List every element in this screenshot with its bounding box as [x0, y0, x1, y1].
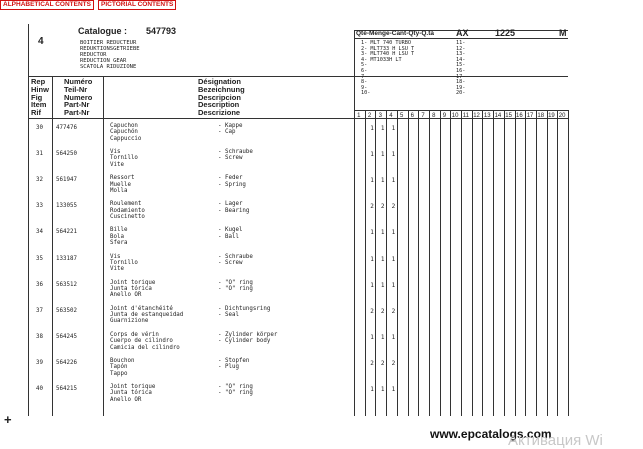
description-line: Cuerpo de cilindro: [110, 338, 173, 345]
qty-col-2: 2: [367, 113, 372, 119]
description-line: Tornillo: [110, 259, 138, 266]
part-number: 477476: [56, 125, 77, 131]
qty-col-7: 7: [421, 113, 425, 119]
qty-col-line: [482, 110, 483, 416]
qty-col-line: [365, 110, 366, 416]
qty-value: 1: [370, 386, 374, 393]
description-line: Tornillo: [110, 155, 138, 162]
qty-value: 1: [380, 281, 385, 289]
qty-value: 2: [391, 203, 396, 211]
part-number: 564215: [56, 386, 77, 392]
description-line: Junta tórica: [110, 390, 152, 397]
qty-value: 2: [391, 307, 396, 315]
qty-col-line: [440, 110, 441, 416]
description-line: Joint torique: [110, 279, 156, 286]
qty-col-line: [472, 110, 473, 416]
description-line: Tappo: [110, 370, 128, 377]
qty-value: 1: [380, 229, 385, 237]
description-line: Bille: [110, 227, 128, 234]
rep-number: 40: [36, 386, 43, 392]
description-line: Ressort: [110, 175, 135, 182]
rep-number: 31: [36, 151, 43, 158]
description-alt-line: - Plug: [218, 364, 239, 371]
description-line: Cuscinetto: [110, 214, 145, 221]
qty-col-3: 3: [378, 113, 382, 119]
description-line: Muelle: [110, 181, 131, 188]
qty-col-line: [418, 110, 419, 416]
description-alt-line: - Bearing: [218, 207, 250, 214]
qty-col-18: 18: [537, 113, 545, 119]
rep-number: 34: [36, 229, 43, 236]
activation-watermark: Активация Wi: [508, 432, 603, 449]
description-line: Corps de vérin: [110, 331, 159, 338]
qty-value: 1: [380, 177, 385, 185]
qty-col-line: [429, 110, 430, 416]
catalogue-page: [28, 24, 568, 416]
rep-number: 37: [36, 307, 43, 314]
qty-col-line: [568, 110, 569, 416]
qty-value: 1: [391, 386, 396, 393]
qty-col-line: [504, 110, 505, 416]
model-codes-left: 1- MLT 740 TURBO 2- MLT733 H LSU T 3- MLT740 H LSU T 4- MT1033H LT 5- 6- 7- 8- 9- 10-: [361, 40, 415, 97]
rep-number: 32: [36, 177, 43, 184]
page-number: 4: [38, 36, 44, 47]
rep-col-divider: [52, 76, 53, 416]
qty-col-divider: [354, 30, 355, 416]
description-line: Vis: [110, 149, 121, 156]
qty-col-10: 10: [451, 113, 459, 119]
description-line: Junta de estanqueidad: [110, 312, 184, 319]
description-alt-line: - Dichtungsring: [218, 305, 271, 312]
top-nav: [0, 0, 176, 10]
description-line: Cappuccio: [110, 135, 142, 142]
qty-value: 2: [370, 359, 374, 367]
qty-col-12: 12: [473, 113, 480, 119]
part-number: 563512: [56, 281, 77, 288]
description-alt-line: - Cylinder body: [218, 338, 271, 345]
description-line: Molla: [110, 187, 128, 194]
qty-value: 1: [370, 333, 374, 341]
description-line: Joint d'étanchéité: [110, 305, 173, 312]
description-line: Capuchón: [110, 129, 138, 136]
part-number: 564250: [56, 151, 77, 158]
qty-col-16: 16: [516, 113, 523, 119]
qty-col-6: 6: [410, 113, 415, 119]
qty-value: 1: [380, 386, 385, 393]
description-line: Vite: [110, 266, 124, 273]
part-number: 133055: [56, 203, 77, 210]
qty-col-line: [493, 110, 494, 416]
rep-number: 38: [36, 333, 43, 340]
description-line: Anello OR: [110, 292, 142, 299]
qty-col-line: [450, 110, 451, 416]
description-alt-line: - Spring: [218, 181, 246, 188]
part-number: 564221: [56, 229, 77, 236]
qty-title-line: [354, 38, 568, 39]
description-line: Junta tórica: [110, 285, 152, 292]
qty-value: 1: [391, 281, 396, 289]
description-line: Roulement: [110, 201, 142, 208]
qty-value: 1: [370, 125, 374, 132]
part-number: 564226: [56, 359, 77, 366]
qty-header-label: Qté-Menge-Cant-Qty-Q.tà: [356, 30, 434, 37]
part-number: 133187: [56, 255, 77, 262]
part-col-divider: [103, 76, 104, 416]
qty-col-20: 20: [558, 113, 566, 119]
qty-value: 2: [370, 307, 374, 315]
qty-value: 1: [391, 229, 396, 237]
qty-value: 1: [391, 255, 396, 263]
qty-col-8: 8: [432, 113, 436, 119]
qty-value: 1: [370, 281, 374, 289]
description-line: Bola: [110, 233, 124, 240]
qty-col-19: 19: [548, 113, 555, 119]
qty-col-13: 13: [483, 113, 491, 119]
description-alt-line: - Zylinder körper: [218, 331, 278, 338]
assembly-titles: BOITIER REDUCTEUR REDUKTIONSGETRIEBE REDUCTOR REDUCTION GEAR SCATOLA RIDUZIONE: [80, 40, 140, 70]
left-border: [28, 24, 29, 416]
qty-value: 1: [391, 125, 396, 132]
rep-number: 35: [36, 255, 43, 262]
qty-col-1: 1: [357, 113, 361, 119]
qty-col-line: [547, 110, 548, 416]
pictorial-contents-link[interactable]: PICTORIAL CONTENTS: [98, 0, 176, 10]
site-footer: www.epcatalogs.com: [430, 427, 552, 441]
description-alt-line: - Feder: [218, 175, 243, 182]
rep-number: 30: [36, 125, 43, 131]
catalogue-number: 547793: [146, 26, 177, 36]
numero-col-header: Numéro Teil-Nr Numero Part-Nr Part-Nr: [64, 77, 93, 118]
qty-value: 2: [391, 359, 396, 367]
description-alt-line: - "O" ring: [218, 279, 253, 286]
description-alt-line: - Screw: [218, 259, 243, 266]
qty-value: 1: [370, 255, 374, 263]
description-alt-line: - "O" ring: [218, 285, 253, 292]
description-alt-line: - Kappe: [218, 123, 243, 129]
description-line: Joint torique: [110, 384, 156, 390]
m-label: M: [559, 28, 567, 38]
qty-col-4: 4: [389, 113, 393, 119]
model-codes-right: 11- 12- 13- 14- 15- 16- 17- 18- 19- 20-: [456, 40, 466, 97]
qty-col-line: [515, 110, 516, 416]
description-alt-line: - Cap: [218, 129, 236, 136]
qty-col-11: 11: [462, 113, 469, 119]
part-number: 563502: [56, 307, 77, 314]
part-number: 564245: [56, 333, 77, 340]
expand-icon[interactable]: +: [4, 412, 12, 427]
qty-value: 1: [391, 333, 396, 341]
description-line: Bouchon: [110, 357, 135, 364]
rep-number: 33: [36, 203, 43, 210]
qty-col-15: 15: [505, 113, 512, 119]
description-line: Capuchon: [110, 123, 138, 129]
alphabetical-contents-link[interactable]: ALPHABETICAL CONTENTS: [0, 0, 94, 10]
designation-col-header: Désignation Bezeichnung Descripcion Description Descrizione: [198, 77, 245, 118]
rep-col-header: Rep Hinw Fig Item Rif: [31, 77, 49, 118]
description-line: Sfera: [110, 240, 128, 247]
ax-value: 1225: [495, 28, 516, 38]
qty-col-line: [525, 110, 526, 416]
description-alt-line: - Lager: [218, 201, 243, 208]
ax-label: AX: [456, 28, 469, 38]
part-number: 561947: [56, 177, 77, 184]
qty-col-line: [557, 110, 558, 416]
description-alt-line: - "O" ring: [218, 390, 253, 397]
rep-number: 39: [36, 359, 43, 366]
qty-col-line: [408, 110, 409, 416]
description-alt-line: - Seal: [218, 312, 239, 319]
qty-value: 2: [380, 307, 385, 315]
qty-value: 1: [370, 229, 374, 237]
qty-col-17: 17: [526, 113, 534, 119]
description-line: Guarnizione: [110, 318, 149, 325]
qty-value: 1: [391, 177, 396, 185]
description-line: Vite: [110, 161, 124, 168]
description-alt-line: - Kugel: [218, 227, 243, 234]
qty-value: 2: [370, 203, 374, 211]
qty-value: 1: [380, 333, 385, 341]
qty-col-line: [461, 110, 462, 416]
qty-value: 1: [380, 255, 385, 263]
qty-value: 1: [391, 151, 396, 159]
description-line: Tapón: [110, 364, 128, 371]
description-alt-line: - Schraube: [218, 149, 253, 156]
qty-value: 1: [380, 151, 385, 159]
description-alt-line: - Stopfen: [218, 357, 250, 364]
description-line: Rodamiento: [110, 207, 145, 214]
catalogue-label: Catalogue :: [78, 26, 128, 36]
qty-value: 1: [370, 177, 374, 185]
rep-number: 36: [36, 281, 43, 288]
description-line: Vis: [110, 253, 121, 260]
qty-value: 1: [380, 125, 385, 132]
qty-col-5: 5: [399, 113, 404, 119]
description-line: Camicia del cilindro: [110, 344, 180, 351]
description-alt-line: - Screw: [218, 155, 243, 162]
qty-col-line: [536, 110, 537, 416]
qty-col-9: 9: [442, 113, 447, 119]
header-divider: [28, 76, 568, 77]
qty-value: 2: [380, 203, 385, 211]
qty-value: 1: [370, 151, 374, 159]
description-line: Anello OR: [110, 396, 142, 403]
description-alt-line: - Ball: [218, 233, 239, 240]
qty-col-14: 14: [494, 113, 502, 119]
description-alt-line: - "O" ring: [218, 384, 253, 390]
qty-value: 2: [380, 359, 385, 367]
description-alt-line: - Schraube: [218, 253, 253, 260]
